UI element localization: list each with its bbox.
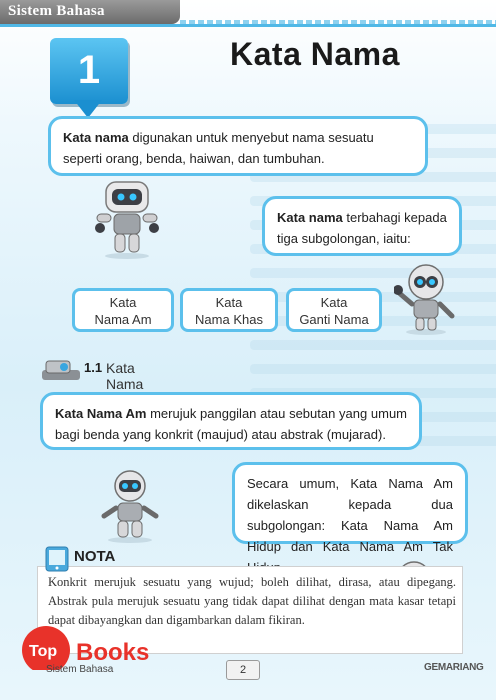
subgroup-line1: Kata — [215, 295, 243, 310]
section-number: 1.1 — [84, 360, 103, 375]
page-number: 2 — [226, 660, 260, 680]
tablet-icon — [44, 546, 72, 572]
definition-term: Kata nama — [63, 130, 129, 145]
publisher-logo: GEMARIANG — [424, 662, 484, 673]
page-title: Kata Nama — [230, 36, 400, 72]
kata-nama-am-text: merujuk panggilan atau sebutan yang umum bagi benda yang konkrit (maujud) atau abstrak (mujarad). — [55, 406, 407, 442]
chapter-badge — [50, 38, 128, 104]
robot-mascot-icon — [98, 468, 162, 544]
subgroup-line1: Kata — [320, 295, 348, 310]
section-title: Kata Nama — [106, 360, 144, 392]
definition-text: digunakan untuk menyebut nama sesuatu seperti orang, benda, haiwan, dan tumbuhan. — [63, 130, 374, 166]
subgroup-term: Kata nama — [277, 210, 343, 225]
subgroup-text: terbahagi kepada tiga subgolongan, iaitu: — [277, 210, 447, 246]
robot-mascot-icon — [394, 262, 458, 336]
svg-text:Books: Books — [76, 639, 150, 666]
definition-bubble — [48, 116, 428, 176]
classification-text: Secara umum, Kata Nama Am dikelaskan kepada dua subgolongan: Kata Nama Am Hidup dan Kata Nama Am Tak — [247, 476, 453, 554]
svg-text:Top: Top — [29, 643, 58, 660]
projector-icon — [40, 358, 82, 382]
subgroup-line2: Ganti Nama — [299, 312, 369, 327]
subgroup-box-ganti-nama — [286, 288, 382, 332]
classification-bubble — [232, 462, 468, 554]
footer-section-label: Sistem Bahasa — [46, 664, 114, 675]
subgroup-box-nama-khas — [180, 288, 278, 332]
subgroup-line2: Nama Am — [94, 312, 152, 327]
nota-header — [44, 546, 174, 572]
subgroup-box-nama-am — [72, 288, 174, 332]
subgroup-line2: Nama Khas — [195, 312, 263, 327]
nota-text: Konkrit merujuk sesuatu yang wujud; boleh dilihat, dirasa, atau dipegang. Abstrak pula merujuk sesuatu yang tidak dapat dilihat dengan mata kasar tetapi dapat dibayangkan dan digambarkan dalam fikiran. — [48, 575, 456, 627]
section-tab-label: Sistem Bahasa — [8, 3, 105, 19]
kata-nama-am-term: Kata Nama Am — [55, 406, 147, 421]
kata-nama-am-bubble — [40, 392, 422, 450]
nota-label: NOTA — [74, 548, 116, 565]
robot-mascot-icon — [92, 176, 162, 260]
subgroup-bubble — [262, 196, 462, 256]
header-divider — [0, 24, 496, 27]
subgroup-line1: Kata — [109, 295, 137, 310]
section-tab — [0, 0, 180, 24]
chapter-number: 1 — [77, 48, 101, 92]
